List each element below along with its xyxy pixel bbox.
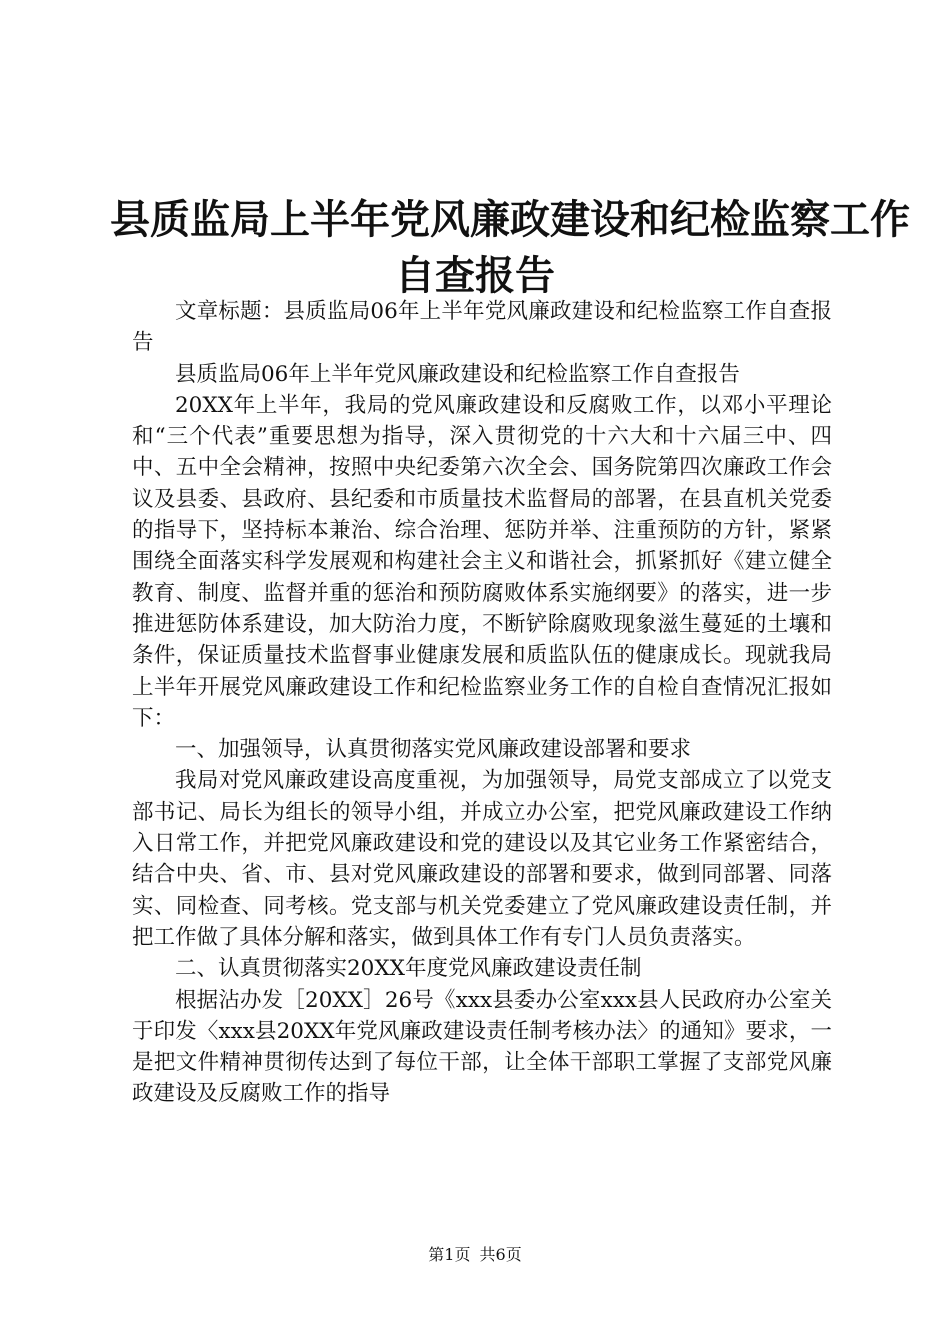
page-footer [0, 1242, 950, 1265]
section-heading-1: 一、加强领导，认真贯彻落实党风廉政建设部署和要求 [175, 737, 692, 763]
document-title-line-2: 自查报告 [395, 252, 555, 299]
section-1-paragraph: 我局对党风廉政建设高度重视，为加强领导，局党支部成立了以党支部书记、局长为组长的领导小组，并成立办公室，把党风廉政建设工作纳入日常工作，并把党风廉政建设和党的建设以及其它业务工作紧密结合，结合中央、省、市、县对党风廉政建设的部署和要求，做到同部署、同落实、同检查、同考核。党支部与机关党委建立了党风廉政建设责任制，并把工作做了具体分解和落实，做到具体工作有专门人员负责落实。 [132, 768, 832, 950]
page-total: 共6页 [479, 1245, 522, 1264]
page-number: 第1页 [428, 1245, 471, 1264]
article-title-paragraph: 文章标题：县质监局06年上半年党风廉政建设和纪检监察工作自查报告 [132, 299, 832, 356]
intro-paragraph: 20XX年上半年，我局的党风廉政建设和反腐败工作，以邓小平理论和“三个代表”重要思想为指导，深入贯彻党的十六大和十六届三中、四中、五中全会精神，按照中央纪委第六次全会、国务院第四次廉政工作会议及县委、县政府、县纪委和市质量技术监督局的部署，在县直机关党委的指导下，坚持标本兼治、综合治理、惩防并举、注重预防的方针，紧紧围绕全面落实科学发展观和构建社会主义和谐社会，抓紧抓好《建立健全教育、制度、监督并重的惩治和预防腐败体系实施纲要》的落实，进一步推进惩防体系建设，加大防治力度，不断铲除腐败现象滋生蔓延的土壤和条件，保证质量技术监督事业健康发展和质监队伍的健康成长。现就我局上半年开展党风廉政建设工作和纪检监察业务工作的自检自查情况汇报如下： [132, 392, 832, 731]
document-body [132, 296, 832, 1110]
section-2-paragraph: 根据沾办发［20XX］26号《xxx县委办公室xxx县人民政府办公室关于印发〈xxx县20XX年党风廉政建设责任制考核办法〉的通知》要求，一是把文件精神贯彻传达到了每位干部，让全体干部职工掌握了支部党风廉政建设及反腐败工作的指导 [132, 987, 832, 1107]
section-heading-2: 二、认真贯彻落实20XX年度党风廉政建设责任制 [175, 956, 642, 982]
report-name-paragraph: 县质监局06年上半年党风廉政建设和纪检监察工作自查报告 [175, 361, 740, 387]
document-title-line-1: 县质监局上半年党风廉政建设和纪检监察工作 [110, 196, 910, 243]
